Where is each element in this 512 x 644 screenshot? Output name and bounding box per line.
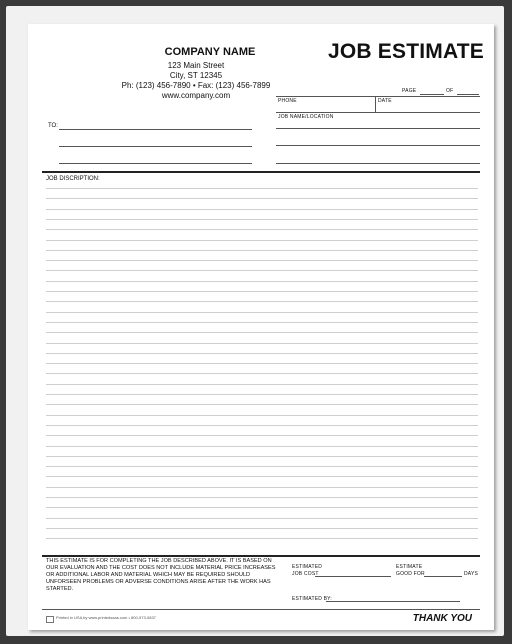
description-rule-line	[46, 518, 478, 519]
to-field-3[interactable]	[59, 163, 252, 164]
estimate-form	[28, 24, 494, 630]
description-rule-line	[46, 507, 478, 508]
description-rule-line	[46, 425, 478, 426]
footer-rule	[42, 609, 480, 610]
description-top-rule	[42, 171, 480, 173]
terms-top-rule	[42, 555, 480, 557]
company-name: COMPANY NAME	[164, 46, 256, 58]
description-rule-line	[46, 435, 478, 436]
days-label: DAYS	[464, 571, 479, 577]
estimated-by-field[interactable]	[326, 601, 460, 602]
company-website: www.company.com	[161, 91, 231, 100]
description-rule-line	[46, 343, 478, 344]
description-rule-line	[46, 250, 478, 251]
description-rule-line	[46, 229, 478, 230]
description-rule-line	[46, 301, 478, 302]
description-rule-line	[46, 415, 478, 416]
page-frame	[6, 6, 504, 636]
to-field-1[interactable]	[59, 129, 252, 130]
job-description-label: JOB DISCRIPTION:	[46, 176, 100, 182]
description-rule-line	[46, 497, 478, 498]
good-for-days-field[interactable]	[424, 576, 462, 577]
footer-print-text: Printed in USA by www.printedsaas.com • 800-573-0837	[56, 615, 156, 620]
description-rule-line	[46, 240, 478, 241]
estimate-label: ESTIMATE	[396, 564, 423, 570]
estimated-job-cost-field[interactable]	[315, 576, 391, 577]
page-total-field[interactable]	[457, 94, 479, 95]
description-rule-line	[46, 466, 478, 467]
thank-you-text: THANK YOU	[412, 613, 472, 624]
description-rule-line	[46, 291, 478, 292]
form-title: JOB ESTIMATE	[327, 40, 484, 63]
description-rule-line	[46, 476, 478, 477]
phone-date-top-rule	[276, 96, 480, 97]
description-rule-line	[46, 219, 478, 220]
description-rule-line	[46, 373, 478, 374]
date-label: DATE	[378, 98, 392, 104]
description-rule-line	[46, 322, 478, 323]
description-rule-line	[46, 312, 478, 313]
estimated-label: ESTIMATED	[292, 564, 323, 570]
job-name-label: JOB NAME/LOCATION	[278, 114, 334, 120]
terms-text: THIS ESTIMATE IS FOR COMPLETING THE JOB DESCRIBED ABOVE. IT IS BASED ON OUR EVALUATION AND THE COST DOES NOT INCLUDE MATERIAL PRICE INCREASES OR ADDITIONAL LABOR AND MATERIAL WHICH MAY BE REQUIRED SHOULD UNFORSEEN PROBLEMS OR ADVERSE CONDITIONS ARISE AFTER THE WORK HAS STARTED.	[46, 558, 276, 592]
phone-date-divider	[375, 96, 376, 112]
printer-logo-icon	[46, 616, 54, 623]
job-name-field-2[interactable]	[276, 145, 480, 146]
description-rule-line	[46, 363, 478, 364]
description-rule-line	[46, 528, 478, 529]
description-rule-line	[46, 394, 478, 395]
description-rule-line	[46, 538, 478, 539]
description-rule-line	[46, 198, 478, 199]
description-rule-line	[46, 260, 478, 261]
description-rule-line	[46, 446, 478, 447]
phone-label: PHONE	[278, 98, 297, 104]
job-name-field-3[interactable]	[276, 163, 480, 164]
to-field-2[interactable]	[59, 146, 252, 147]
description-rule-line	[46, 188, 478, 189]
page-label: PAGE	[402, 88, 417, 94]
good-for-label: GOOD FOR	[396, 571, 425, 577]
estimated-by-label: ESTIMATED BY:	[292, 596, 333, 602]
page-number-field[interactable]	[420, 94, 444, 95]
description-rule-line	[46, 270, 478, 271]
description-rule-line	[46, 456, 478, 457]
to-label: TO:	[48, 123, 58, 129]
job-name-field-1[interactable]	[276, 128, 480, 129]
company-city: City, ST 12345	[169, 71, 223, 80]
description-rule-line	[46, 209, 478, 210]
description-rule-line	[46, 487, 478, 488]
job-cost-label: JOB COST	[292, 571, 319, 577]
description-rule-line	[46, 281, 478, 282]
description-rule-line	[46, 404, 478, 405]
phone-date-field[interactable]	[276, 112, 480, 113]
description-rule-line	[46, 353, 478, 354]
of-label: OF	[446, 88, 454, 94]
description-rule-line	[46, 332, 478, 333]
company-address: 123 Main Street	[167, 61, 225, 70]
description-rule-line	[46, 384, 478, 385]
company-phone-fax: Ph: (123) 456-7890 • Fax: (123) 456-7899	[121, 81, 271, 90]
